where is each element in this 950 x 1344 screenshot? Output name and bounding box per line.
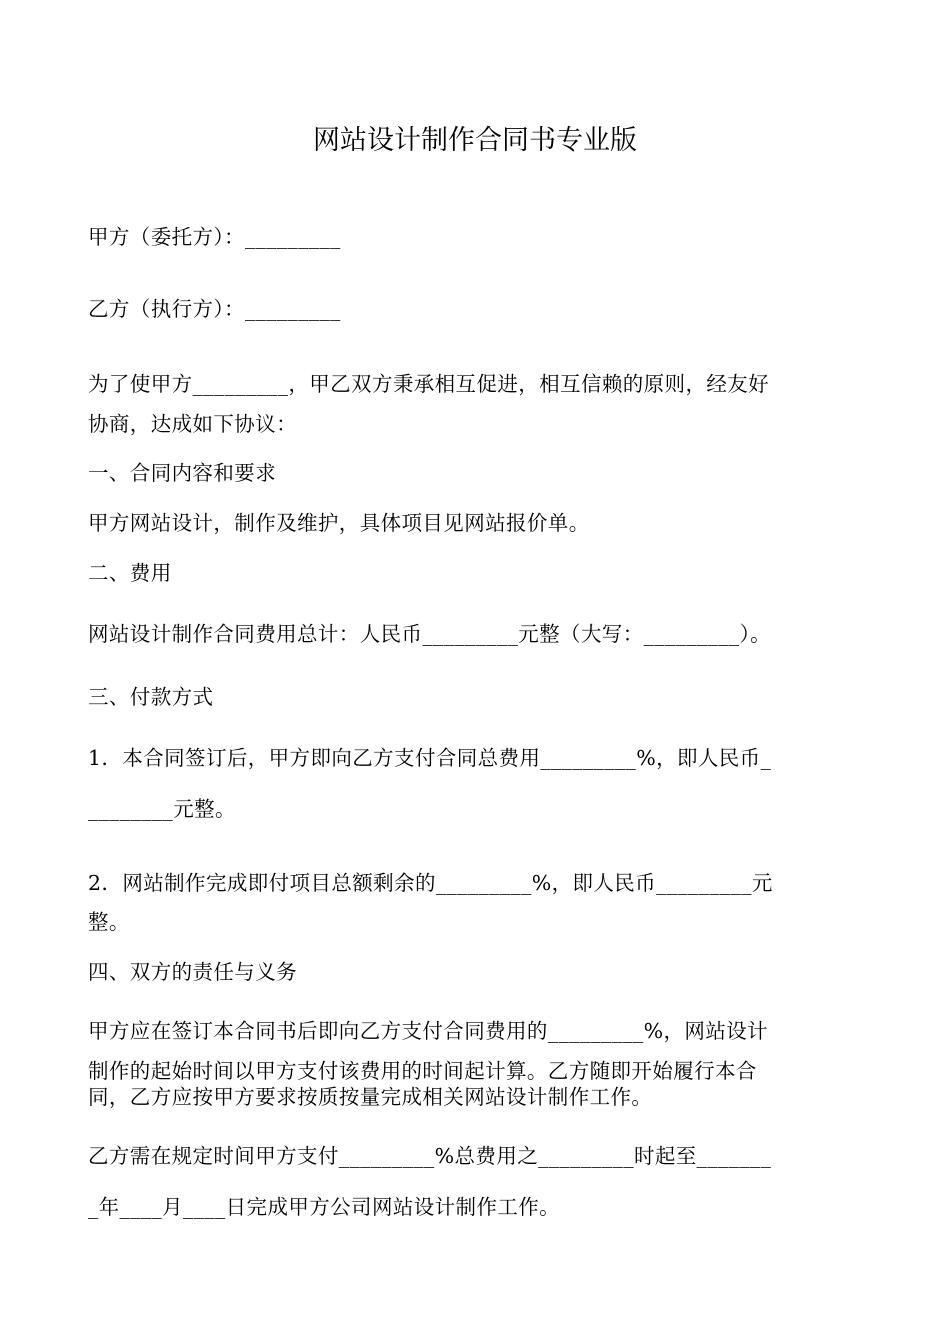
section-heading-2: 二、费用 <box>88 561 172 585</box>
content-line: 甲方网站设计，制作及维护，具体项目见网站报价单。 <box>88 511 590 535</box>
payment-2-line-2: 整。 <box>88 910 130 934</box>
intro-line-1: 为了使甲方_________，甲乙双方秉承相互促进，相互信赖的原则，经友好 <box>88 372 770 396</box>
payment-1-line-2: ________元整。 <box>88 797 236 821</box>
section-heading-3: 三、付款方式 <box>88 685 214 709</box>
duty-2-line-2: _年____月____日完成甲方公司网站设计制作工作。 <box>88 1195 561 1219</box>
duty-1-line-2: 制作的起始时间以甲方支付该费用的时间起计算。乙方随即开始履行本合 <box>88 1059 757 1083</box>
duty-1-line-3: 同，乙方应按甲方要求按质按量完成相关网站设计制作工作。 <box>88 1085 653 1109</box>
duty-2-line-1: 乙方需在规定时间甲方支付_________%总费用之_________时起至_______ <box>88 1144 772 1168</box>
party-a-line: 甲方（委托方）：_________ <box>88 225 341 249</box>
payment-1-line-1: 1．本合同签订后，甲方即向乙方支付合同总费用_________%，即人民币_ <box>88 746 772 770</box>
payment-2-line-1: 2．网站制作完成即付项目总额剩余的_________%，即人民币_________元 <box>88 871 773 895</box>
section-heading-1: 一、合同内容和要求 <box>88 461 277 485</box>
fee-total-line: 网站设计制作合同费用总计：人民币_________元整（大写：_________）。 <box>88 622 772 646</box>
document-title: 网站设计制作合同书专业版 <box>313 125 637 156</box>
section-heading-4: 四、双方的责任与义务 <box>88 960 297 984</box>
party-b-line: 乙方（执行方）：_________ <box>88 297 341 321</box>
duty-1-line-1: 甲方应在签订本合同书后即向乙方支付合同费用的_________%，网站设计 <box>88 1019 769 1043</box>
intro-line-2: 协商，达成如下协议： <box>88 412 297 436</box>
